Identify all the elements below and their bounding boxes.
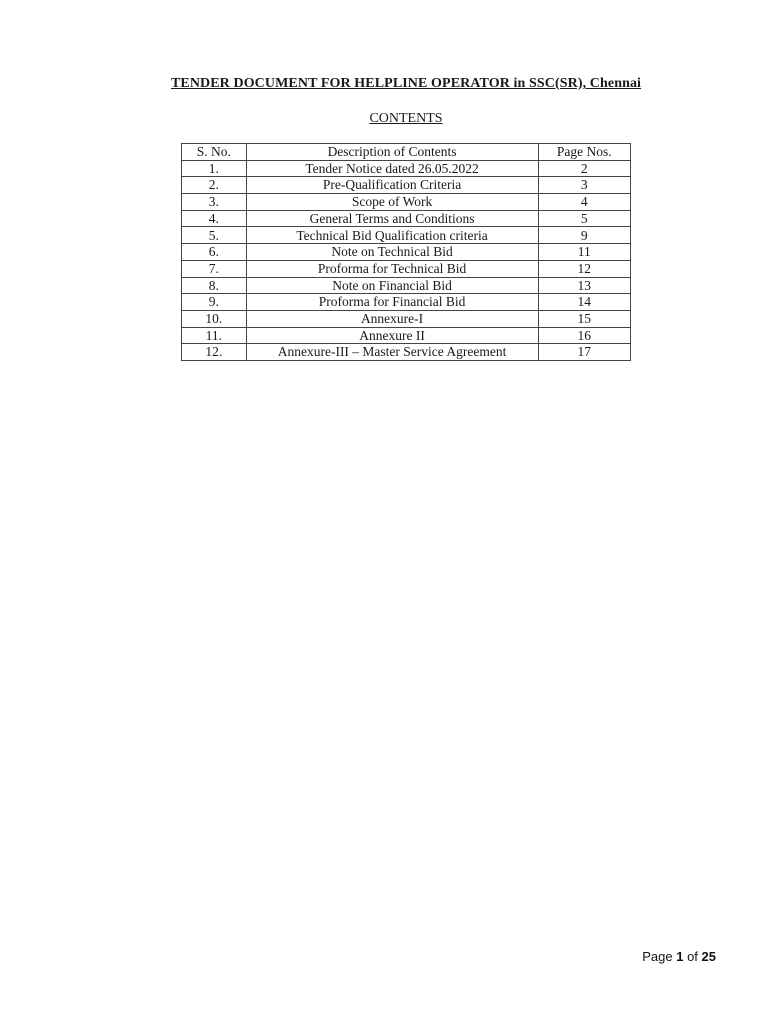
row-sno: 2. [182,177,247,194]
table-row [182,160,631,177]
table-row [182,177,631,194]
row-sno: 9. [182,294,247,311]
row-sno: 3. [182,194,247,211]
row-page: 4 [538,194,630,211]
table-row [182,327,631,344]
page-footer [642,949,716,964]
row-description: Proforma for Financial Bid [246,294,538,311]
row-page: 12 [538,260,630,277]
table-row [182,260,631,277]
document-title: TENDER DOCUMENT FOR HELPLINE OPERATOR in SSC(SR), Chennai [170,76,642,91]
row-page: 3 [538,177,630,194]
footer-page-word: Page [642,949,673,964]
header-page-nos: Page Nos. [538,144,630,161]
row-description: Pre-Qualification Criteria [246,177,538,194]
row-description: Note on Financial Bid [246,277,538,294]
contents-table-body [182,160,631,360]
table-row [182,227,631,244]
row-page: 13 [538,277,630,294]
table-row [182,244,631,261]
row-sno: 6. [182,244,247,261]
footer-current-page: 1 [676,949,684,964]
row-description: Scope of Work [246,194,538,211]
row-sno: 1. [182,160,247,177]
row-description: General Terms and Conditions [246,210,538,227]
contents-heading: CONTENTS [369,111,443,126]
row-description: Proforma for Technical Bid [246,260,538,277]
row-page: 11 [538,244,630,261]
row-page: 15 [538,310,630,327]
contents-table [181,143,631,361]
row-page: 14 [538,294,630,311]
row-page: 2 [538,160,630,177]
row-sno: 10. [182,310,247,327]
row-description: Annexure-III – Master Service Agreement [246,344,538,361]
table-row [182,277,631,294]
header-description: Description of Contents [246,144,538,161]
row-description: Note on Technical Bid [246,244,538,261]
row-sno: 5. [182,227,247,244]
row-sno: 7. [182,260,247,277]
table-row [182,294,631,311]
row-sno: 4. [182,210,247,227]
footer-total-pages: 25 [701,949,716,964]
row-description: Annexure II [246,327,538,344]
row-page: 16 [538,327,630,344]
row-sno: 12. [182,344,247,361]
row-description: Tender Notice dated 26.05.2022 [246,160,538,177]
row-page: 17 [538,344,630,361]
row-description: Annexure-I [246,310,538,327]
table-row [182,310,631,327]
table-header-row [182,144,631,161]
table-row [182,210,631,227]
table-row [182,344,631,361]
table-row [182,194,631,211]
row-page: 5 [538,210,630,227]
footer-of-word: of [687,949,698,964]
row-sno: 8. [182,277,247,294]
row-sno: 11. [182,327,247,344]
header-sno: S. No. [182,144,247,161]
row-description: Technical Bid Qualification criteria [246,227,538,244]
row-page: 9 [538,227,630,244]
